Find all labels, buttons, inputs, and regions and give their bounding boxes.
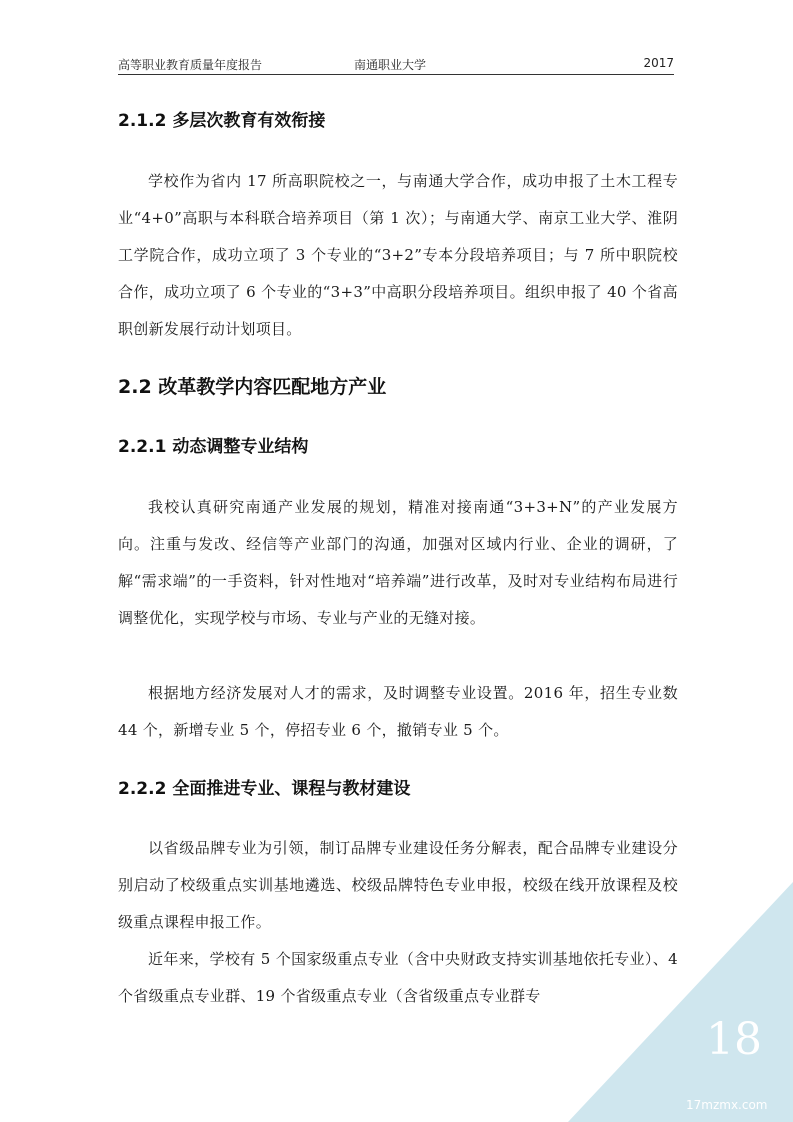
section-2-2-1-paragraph-1: 我校认真研究南通产业发展的规划，精准对接南通“3+3+N”的产业发展方向。注重与发改、经信等产业部门的沟通，加强对区域内行业、企业的调研，了解“需求端”的一手资料，针对性地对“培养端”进行改革，及时对专业结构布局进行调整优化，实现学校与市场、专业与产业的无缝对接。 — [118, 498, 678, 627]
section-2-1-2-heading: 2.1.2 多层次教育有效衔接 — [118, 111, 326, 131]
header-school-name: 南通职业大学 — [354, 58, 427, 72]
section-2-2-2-paragraph-1: 以省级品牌专业为引领，制订品牌专业建设任务分解表，配合品牌专业建设分别启动了校级重点实训基地遴选、校级品牌特色专业申报，校级在线开放课程及校级重点课程申报工作。 — [118, 839, 678, 931]
header-report-title: 高等职业教育质量年度报告 — [118, 58, 263, 72]
page-header — [118, 56, 674, 74]
watermark-text: 17mzmx.com — [686, 1098, 768, 1112]
section-2-1-2-paragraph-1: 学校作为省内 17 所高职院校之一，与南通大学合作，成功申报了土木工程专业“4+0”高职与本科联合培养项目（第 1 次）；与南通大学、南京工业大学、淮阴工学院合作，成功立项了 3 个专业的“3+2”专本分段培养项目；与 7 所中职院校合作，成功立项了 6 个专业的“3+3”中高职分段培养项目。组织申报了 40 个省高职创新发展行动计划项目。 — [118, 172, 678, 338]
section-2-2-1-paragraph-2: 根据地方经济发展对人才的需求，及时调整专业设置。2016 年，招生专业数 44 个，新增专业 5 个，停招专业 6 个，撤销专业 5 个。 — [118, 684, 678, 739]
page-number: 18 — [706, 1014, 762, 1065]
section-2-2-heading: 2.2 改革教学内容匹配地方产业 — [118, 376, 387, 398]
header-divider — [118, 74, 674, 75]
section-2-2-2-paragraph-2: 近年来，学校有 5 个国家级重点专业（含中央财政支持实训基地依托专业）、4 个省级重点专业群、19 个省级重点专业（含省级重点专业群专 — [118, 950, 678, 1005]
section-2-2-1-heading: 2.2.1 动态调整专业结构 — [118, 437, 309, 457]
header-year: 2017 — [643, 56, 674, 70]
section-2-2-2-heading: 2.2.2 全面推进专业、课程与教材建设 — [118, 779, 411, 799]
corner-decoration — [568, 882, 793, 1122]
